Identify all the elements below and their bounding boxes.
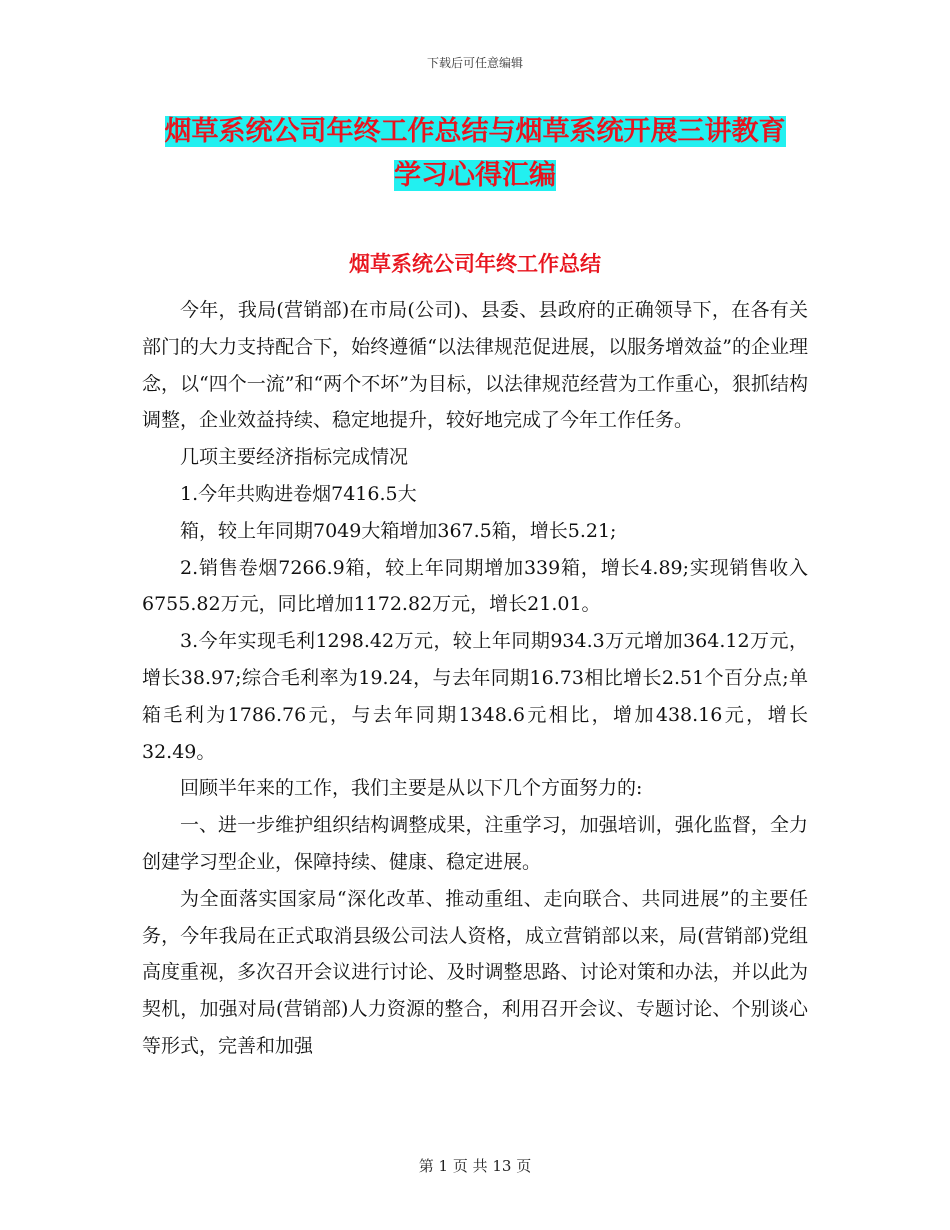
paragraph: 今年，我局(营销部)在市局(公司)、县委、县政府的正确领导下，在各有关部门的大力支持配合下，始终遵循“以法律规范促进展，以服务增效益”的企业理念，以“四个一流”和“两个不坏”为目标，以法律规范经营为工作重心，狠抓结构调整，企业效益持续、稳定地提升，较好地完成了今年工作任务。: [142, 299, 808, 432]
page-header-note: 下载后可任意编辑: [426, 56, 523, 70]
section-title: 烟草系统公司年终工作总结: [349, 252, 601, 276]
paragraph: 1.今年共购进卷烟7416.5大: [180, 482, 417, 505]
paragraph: 几项主要经济指标完成情况: [180, 446, 409, 469]
document-title-line-1: 烟草系统公司年终工作总结与烟草系统开展三讲教育: [164, 116, 786, 147]
document-body: [142, 292, 808, 1065]
document-title-line-2: 学习心得汇编: [394, 160, 556, 191]
paragraph: 2.销售卷烟7266.9箱，较上年同期增加339箱，增长4.89;实现销售收入6755.82万元，同比增加1172.82万元，增长21.01。: [142, 556, 808, 616]
paragraph: 3.今年实现毛利1298.42万元，较上年同期934.3万元增加364.12万元，增长38.97;综合毛利率为19.24，与去年同期16.73相比增长2.51个百分点;单箱毛利为1786.76元，与去年同期1348.6元相比，增加438.16元，增长32.49。: [142, 630, 808, 763]
page-number-footer: 第 1 页 共 13 页: [418, 1157, 532, 1175]
document-title: [150, 110, 800, 198]
paragraph: 一、进一步维护组织结构调整成果，注重学习，加强培训，强化监督，全力创建学习型企业，保障持续、健康、稳定进展。: [142, 814, 808, 873]
paragraph: 回顾半年来的工作，我们主要是从以下几个方面努力的:: [180, 777, 643, 800]
paragraph: 箱，较上年同期7049大箱增加367.5箱，增长5.21;: [180, 519, 617, 542]
paragraph: 为全面落实国家局“深化改革、推动重组、走向联合、共同进展”的主要任务，今年我局在正式取消县级公司法人资格，成立营销部以来，局(营销部)党组高度重视，多次召开会议进行讨论、及时调整思路、讨论对策和办法，并以此为契机，加强对局(营销部)人力资源的整合，利用召开会议、专题讨论、个别谈心等形式，完善和加强: [142, 887, 808, 1057]
